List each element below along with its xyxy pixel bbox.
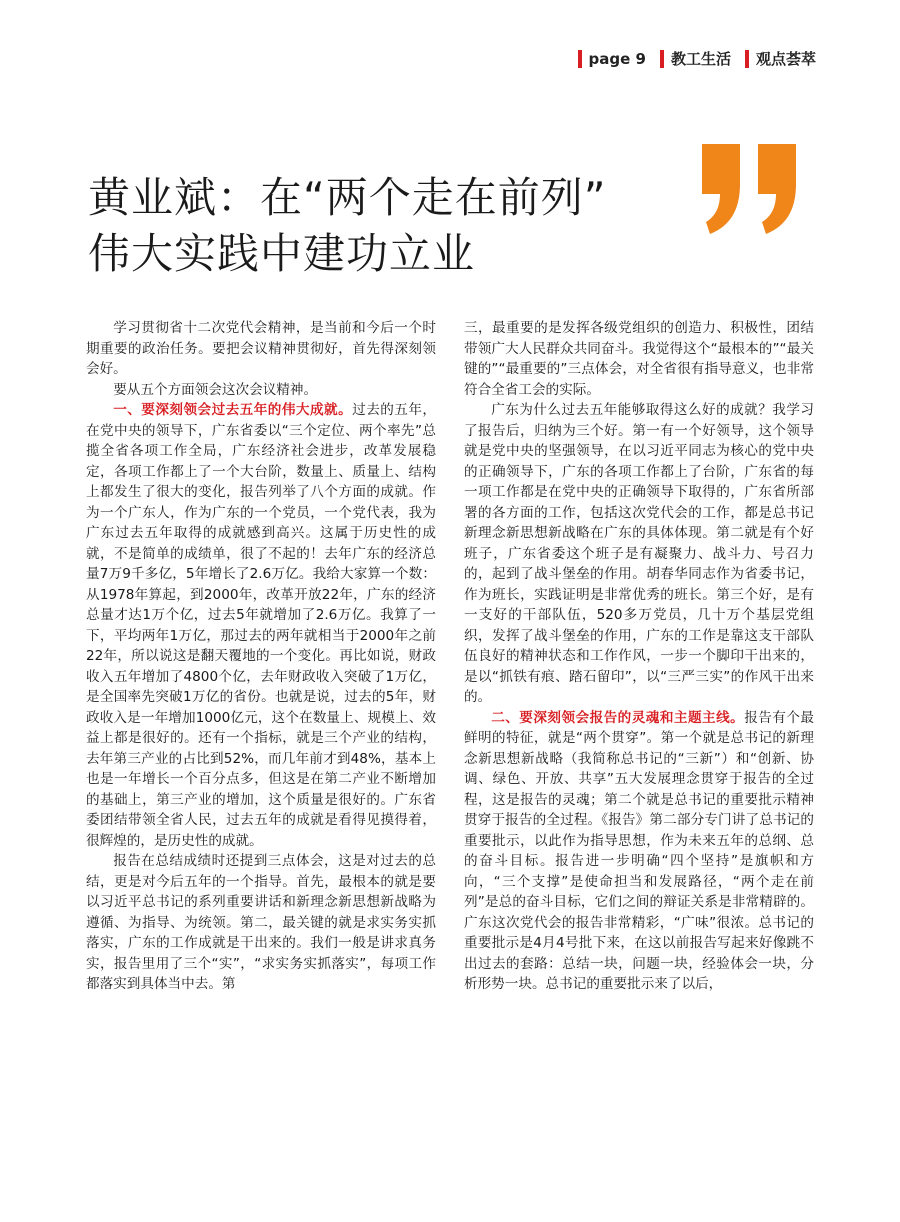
section-heading-1: 一、要深刻领会过去五年的伟大成就。: [113, 402, 353, 418]
page-number: [578, 50, 646, 68]
red-bar-marker: [745, 50, 749, 68]
paragraph: [86, 400, 436, 851]
left-column: [86, 318, 436, 995]
section-label-2-text: 观点荟萃: [755, 50, 816, 68]
paragraph: 报告在总结成绩时还提到三点体会，这是对过去的总结，更是对今后五年的一个指导。首先，最根本的就是要以习近平总书记的系列重要讲话和新理念新思想新战略为遵循、为指导、为统领。第二，最关键的就是求实务实抓落实，广东的工作成就是干出来的。我们一般是讲求真务实，报告里用了三个“实”，“求实务实抓落实”，每项工作都落实到具体当中去。第: [86, 853, 436, 992]
paragraph: 要从五个方面领会这次会议精神。: [113, 381, 318, 398]
section-label-1-text: 教工生活: [670, 50, 731, 68]
article-title-line-1: 黄业斌：在“两个走在前列”: [88, 173, 607, 222]
section-label-2: [745, 48, 816, 69]
closing-quote-icon: [694, 138, 814, 238]
article-title-line-2: 伟大实践中建功立业: [88, 229, 476, 278]
article-title: [88, 170, 678, 282]
page-number-label: page 9: [588, 49, 646, 68]
paragraph: 学习贯彻省十二次党代会精神，是当前和今后一个时期重要的政治任务。要把会议精神贯彻好，首先得深刻领会好。: [86, 320, 436, 377]
paragraph-text: 过去的五年，在党中央的领导下，广东省委以“三个定位、两个率先”总揽全省各项工作全局，广东经济社会进步，改革发展稳定，各项工作都上了一个大台阶，数量上、质量上、结构上都发生了很大的变化，报告列举了八个方面的成就。作为一个广东人，作为广东的一个党员，一个党代表，我为广东过去五年取得的成就感到高兴。这属于历史性的成就，不是简单的成绩单，很了不起的！去年广东的经济总量7万9千多亿，5年增长了2.6万亿。我给大家算一个数：从1978年算起，到2000年，改革开放22年，广东的经济总量才达1万个亿，过去5年就增加了2.6万亿。我算了一下，平均两年1万亿，那过去的两年就相当于2000年之前22年，所以说这是翻天覆地的一个变化。再比如说，财政收入五年增加了4800个亿，去年财政收入突破了1万亿，是全国率先突破1万亿的省份。也就是说，过去的5年，财政收入是一年增加1000亿元，这个在数量上、规模上、效益上都是很好的。还有一个指标，就是三个产业的结构，去年第三产业的占比到52%，而几年前才到48%，基本上也是一年增长一个百分点多，但这是在第二产业不断增加的基础上，第三产业的增加，这个质量是很好的。广东省委团结带领全省人民，过去五年的成就是看得见摸得着，很辉煌的，是历史性的成就。: [86, 402, 437, 849]
section-heading-2: 二、要深刻领会报告的灵魂和主题主线。: [491, 709, 745, 726]
red-bar-marker: [660, 50, 664, 68]
page-header: [578, 48, 816, 69]
red-bar-marker: [578, 50, 582, 68]
paragraph: 广东为什么过去五年能够取得这么好的成就？我学习了报告后，归纳为三个好。第一有一个好领导，这个领导就是党中央的坚强领导，在以习近平同志为核心的党中央的正确领导下，广东的各项工作都上了台阶，广东省的每一项工作都是在党中央的正确领导下取得的，广东省所部署的各方面的工作，包括这次党代会的工作，都是总书记新理念新思想新战略在广东的具体体现。第二就是有个好班子，广东省委这个班子是有凝聚力、战斗力、号召力的，起到了战斗堡垒的作用。胡春华同志作为省委书记，作为班长，实践证明是非常优秀的班长。第三个好，是有一支好的干部队伍，520多万党员，几十万个基层党组织，发挥了战斗堡垒的作用，广东的工作是靠这支干部队伍良好的精神状态和工作作风，一步一个脚印干出来的，是以“抓铁有痕、踏石留印”，以“三严三实”的作风干出来的。: [464, 402, 814, 705]
section-label-1: [660, 48, 731, 69]
paragraph: 三，最重要的是发挥各级党组织的创造力、积极性，团结带领广大人民群众共同奋斗。我觉得这个“最根本的”“最关键的”“最重要的”三点体会，对全省很有指导意义，也非常符合全省工会的实际。: [464, 320, 814, 398]
paragraph: [464, 708, 814, 995]
right-column: [464, 318, 814, 995]
paragraph-text: 报告有个最鲜明的特征，就是“两个贯穿”。第一个就是总书记的新理念新思想新战略（我简称总书记的“三新”）和“创新、协调、绿色、开放、共享”五大发展理念贯穿于报告的全过程，这是报告的灵魂；第二个就是总书记的重要批示精神贯穿于报告的全过程。《报告》第二部分专门讲了总书记的重要批示，以此作为指导思想，作为未来五年的总纲、总的奋斗目标。报告进一步明确“四个坚持”是旗帜和方向，“三个支撑”是使命担当和发展路径，“两个走在前列”是总的奋斗目标，它们之间的辩证关系是非常精辟的。广东这次党代会的报告非常精彩，“广味”很浓。总书记的重要批示是4月4号批下来，在这以前报告写起来好像跳不出过去的套路：总结一块，问题一块，经验体会一块，分析形势一块。总书记的重要批示来了以后，: [464, 709, 815, 992]
